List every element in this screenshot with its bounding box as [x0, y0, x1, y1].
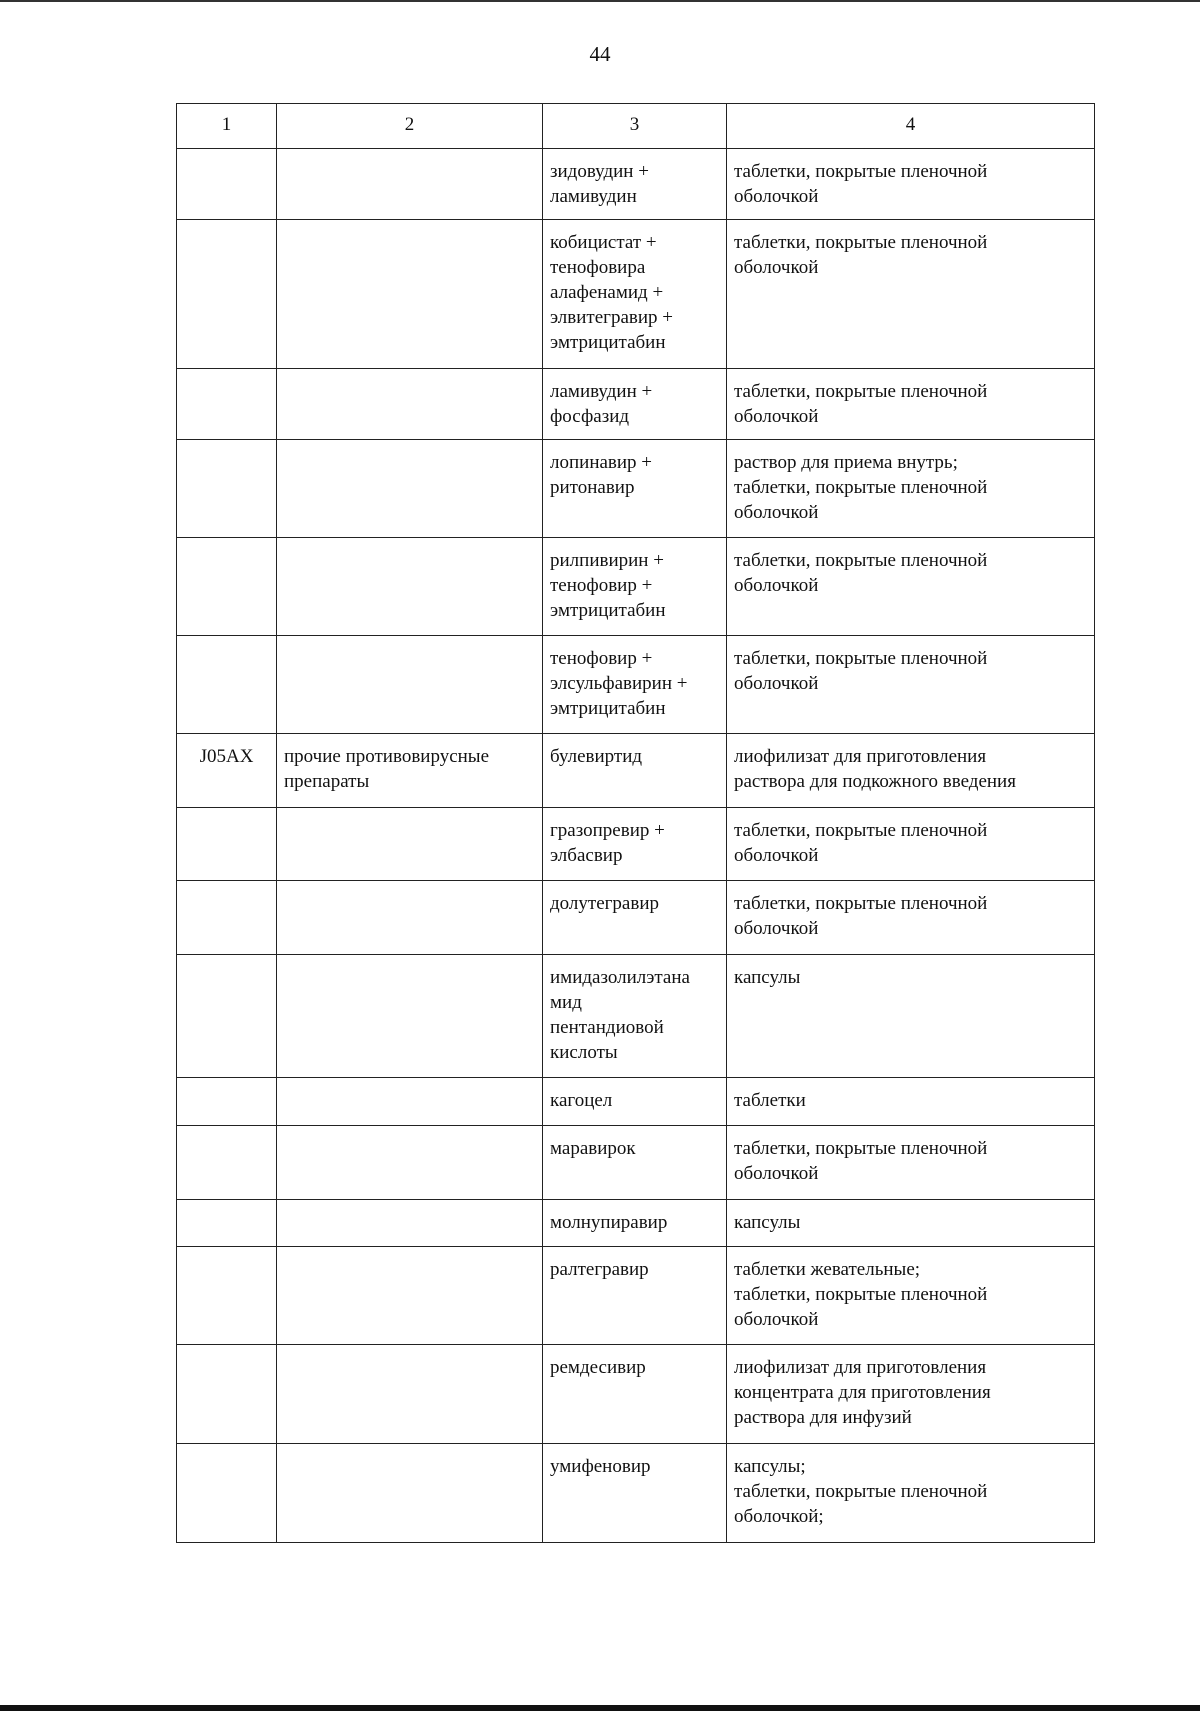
column-header-3: 3 — [543, 104, 727, 149]
group-name-cell — [277, 955, 543, 1078]
dosage-form-cell: лиофилизат для приготовления раствора для подкожного введения — [727, 734, 1095, 808]
dosage-form-cell: таблетки, покрытые пленочной оболочкой — [727, 369, 1095, 440]
top-edge-line — [0, 0, 1200, 2]
table-header — [177, 104, 1095, 149]
dosage-form-cell: капсулы — [727, 955, 1095, 1078]
group-name-cell — [277, 636, 543, 734]
drug-name-cell: маравирок — [543, 1126, 727, 1200]
dosage-form-cell: таблетки, покрытые пленочной оболочкой — [727, 149, 1095, 220]
dosage-form-cell: лиофилизат для приготовления концентрата для приготовления раствора для инфузий — [727, 1345, 1095, 1444]
table-row — [177, 1200, 1095, 1247]
group-name-cell — [277, 149, 543, 220]
atc-code-cell — [177, 369, 277, 440]
group-name-cell — [277, 808, 543, 881]
dosage-form-cell: таблетки, покрытые пленочной оболочкой — [727, 881, 1095, 955]
table-row — [177, 220, 1095, 369]
drug-name-cell: ралтегравир — [543, 1247, 727, 1345]
table-row — [177, 955, 1095, 1078]
atc-code-cell — [177, 149, 277, 220]
atc-code-cell — [177, 1247, 277, 1345]
drug-name-cell: булевиртид — [543, 734, 727, 808]
column-header-1: 1 — [177, 104, 277, 149]
drug-name-cell: зидовудин + ламивудин — [543, 149, 727, 220]
dosage-form-cell: таблетки, покрытые пленочной оболочкой — [727, 538, 1095, 636]
dosage-form-cell: таблетки — [727, 1078, 1095, 1126]
column-header-4: 4 — [727, 104, 1095, 149]
table-row — [177, 734, 1095, 808]
drug-table — [176, 103, 1095, 1543]
atc-code-cell: J05AX — [177, 734, 277, 808]
group-name-cell — [277, 881, 543, 955]
atc-code-cell — [177, 881, 277, 955]
table-row — [177, 1247, 1095, 1345]
drug-name-cell: лопинавир + ритонавир — [543, 440, 727, 538]
table-row — [177, 369, 1095, 440]
dosage-form-cell: капсулы — [727, 1200, 1095, 1247]
drug-name-cell: умифеновир — [543, 1444, 727, 1543]
atc-code-cell — [177, 220, 277, 369]
atc-code-cell — [177, 538, 277, 636]
atc-code-cell — [177, 1126, 277, 1200]
dosage-form-cell: капсулы; таблетки, покрытые пленочной оболочкой; — [727, 1444, 1095, 1543]
group-name-cell — [277, 538, 543, 636]
atc-code-cell — [177, 808, 277, 881]
atc-code-cell — [177, 1345, 277, 1444]
table-row — [177, 1126, 1095, 1200]
page-number: 44 — [589, 42, 611, 66]
dosage-form-cell: таблетки, покрытые пленочной оболочкой — [727, 636, 1095, 734]
group-name-cell — [277, 1126, 543, 1200]
column-header-2: 2 — [277, 104, 543, 149]
group-name-cell: прочие противовирусные препараты — [277, 734, 543, 808]
drug-name-cell: кобицистат + тенофовира алафенамид + элвитегравир + эмтрицитабин — [543, 220, 727, 369]
drug-name-cell: тенофовир + элсульфавирин + эмтрицитабин — [543, 636, 727, 734]
bottom-edge-line — [0, 1705, 1200, 1711]
group-name-cell — [277, 220, 543, 369]
header-row — [177, 104, 1095, 149]
drug-name-cell: рилпивирин + тенофовир + эмтрицитабин — [543, 538, 727, 636]
group-name-cell — [277, 1444, 543, 1543]
table-row — [177, 538, 1095, 636]
dosage-form-cell: таблетки, покрытые пленочной оболочкой — [727, 220, 1095, 369]
drug-name-cell: имидазолилэтана мид пентандиовой кислоты — [543, 955, 727, 1078]
table-row — [177, 881, 1095, 955]
atc-code-cell — [177, 636, 277, 734]
table-row — [177, 440, 1095, 538]
group-name-cell — [277, 1345, 543, 1444]
dosage-form-cell: раствор для приема внутрь; таблетки, покрытые пленочной оболочкой — [727, 440, 1095, 538]
dosage-form-cell: таблетки жевательные; таблетки, покрытые пленочной оболочкой — [727, 1247, 1095, 1345]
dosage-form-cell: таблетки, покрытые пленочной оболочкой — [727, 808, 1095, 881]
group-name-cell — [277, 369, 543, 440]
dosage-form-cell: таблетки, покрытые пленочной оболочкой — [727, 1126, 1095, 1200]
drug-name-cell: кагоцел — [543, 1078, 727, 1126]
group-name-cell — [277, 1247, 543, 1345]
drug-name-cell: ремдесивир — [543, 1345, 727, 1444]
table-row — [177, 636, 1095, 734]
table-row — [177, 1444, 1095, 1543]
table-body — [177, 149, 1095, 1543]
group-name-cell — [277, 440, 543, 538]
table-row — [177, 808, 1095, 881]
table-row — [177, 149, 1095, 220]
table-row — [177, 1345, 1095, 1444]
group-name-cell — [277, 1078, 543, 1126]
group-name-cell — [277, 1200, 543, 1247]
drug-name-cell: ламивудин + фосфазид — [543, 369, 727, 440]
drug-name-cell: молнупиравир — [543, 1200, 727, 1247]
drug-name-cell: долутегравир — [543, 881, 727, 955]
atc-code-cell — [177, 1200, 277, 1247]
table-row — [177, 1078, 1095, 1126]
drug-name-cell: гразопревир + элбасвир — [543, 808, 727, 881]
atc-code-cell — [177, 955, 277, 1078]
atc-code-cell — [177, 1444, 277, 1543]
atc-code-cell — [177, 1078, 277, 1126]
atc-code-cell — [177, 440, 277, 538]
